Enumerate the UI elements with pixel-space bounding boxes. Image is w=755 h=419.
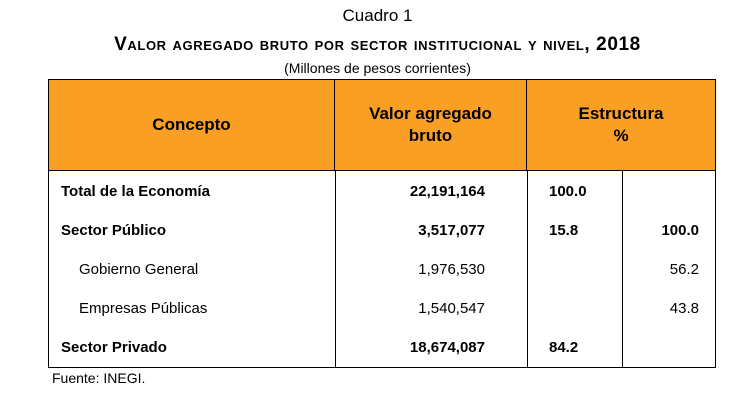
- header-valor-label: Valor agregado bruto: [369, 104, 492, 145]
- row-value: 18,674,087: [409, 339, 485, 356]
- row-structure-total: 15.8: [549, 222, 579, 239]
- row-value: 3,517,077: [418, 222, 485, 239]
- table-title: Valor agregado bruto por sector institucional y nivel, 2018: [114, 34, 641, 55]
- row-value: 22,191,164: [409, 183, 485, 200]
- source-note: Fuente: INEGI.: [52, 370, 146, 386]
- table-row: [49, 211, 715, 250]
- header-concepto-label: Concepto: [152, 115, 231, 134]
- header-estructura-label: Estructura %: [578, 104, 664, 145]
- table-row: [49, 172, 715, 211]
- row-structure-total: 100.0: [549, 183, 587, 200]
- row-label: Gobierno General: [79, 261, 199, 278]
- table-body: [49, 171, 715, 367]
- row-structure-total: [549, 289, 609, 328]
- header-valor: [335, 80, 527, 170]
- header-estructura: [527, 80, 715, 170]
- table-number: Cuadro 1: [342, 6, 413, 25]
- row-structure-total: 84.2: [549, 339, 579, 356]
- row-label: Sector Público: [61, 222, 167, 239]
- row-structure-sector: 43.8: [669, 300, 699, 317]
- table-header: [49, 80, 715, 171]
- row-label: Total de la Economía: [61, 183, 210, 200]
- row-structure-sector: 100.0: [661, 222, 699, 239]
- row-structure-sector: 56.2: [669, 261, 699, 278]
- data-table: [48, 79, 716, 368]
- row-value: 1,540,547: [418, 300, 485, 317]
- table-subtitle: (Millones de pesos corrientes): [284, 60, 471, 76]
- row-label: Sector Privado: [61, 339, 167, 356]
- table-row: [49, 289, 715, 328]
- header-concepto: [49, 80, 335, 170]
- table-row: [49, 328, 715, 367]
- row-value: 1,976,530: [418, 261, 485, 278]
- row-label: Empresas Públicas: [79, 300, 208, 317]
- table-row: [49, 250, 715, 289]
- row-structure-total: [549, 250, 609, 289]
